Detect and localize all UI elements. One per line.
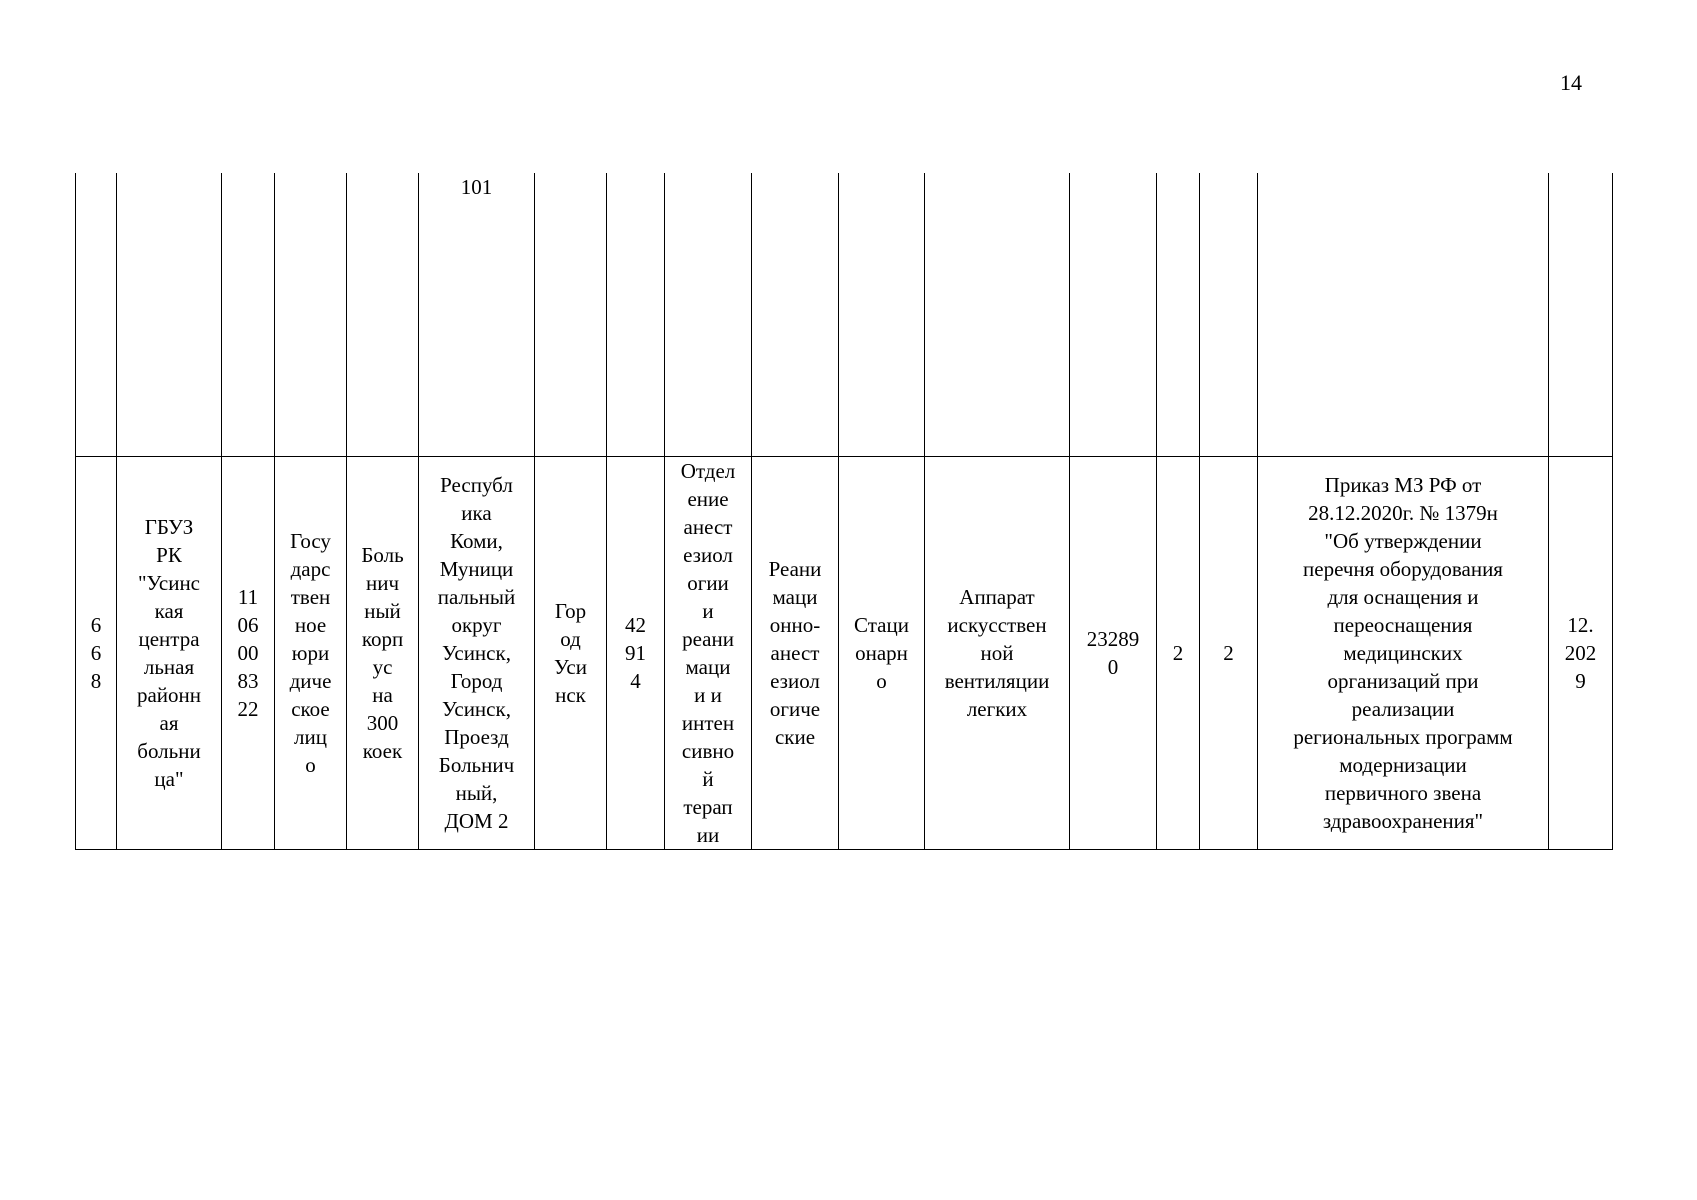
cell-org [117, 457, 222, 850]
cell-inn [222, 173, 275, 457]
cell-profile [752, 457, 839, 850]
postal-code: 42 91 4 [625, 613, 646, 693]
organization-type: Госу дарс твен ное юри диче ское лиц о [289, 529, 332, 777]
cell-postal [607, 457, 665, 850]
cell-date [1549, 173, 1613, 457]
inn-code: 11 06 00 83 22 [237, 585, 259, 721]
cell-building [347, 457, 419, 850]
equipment-name: Аппарат искусствен ной вентиляции легких [944, 585, 1050, 721]
cell-basis [1258, 173, 1549, 457]
department: Отдел ение анест езиол огии и реани маци и и интен сивно й терап ии [680, 459, 736, 847]
address: Республ ика Коми, Муници пальный округ Усинск, Город Усинск, Проезд Больнич ный, ДОМ 2 [437, 473, 516, 833]
organization-name: ГБУЗ РК "Усинс кая центра льная районн ая больни ца" [136, 515, 202, 791]
cell-city [535, 457, 607, 850]
cell-basis [1258, 457, 1549, 850]
page-number: 14 [1560, 70, 1582, 95]
cell-qty2 [1200, 173, 1258, 457]
address-continuation-text: 101 [460, 175, 493, 199]
price: 23289 0 [1086, 627, 1140, 679]
date: 12. 202 9 [1564, 613, 1597, 693]
quantity-2: 2 [1223, 641, 1234, 665]
cell-qty1 [1157, 173, 1200, 457]
city: Гор од Уси нск [554, 599, 587, 707]
building-name: Боль нич ный корп ус на 300 коек [361, 543, 404, 763]
quantity-1: 2 [1172, 641, 1184, 665]
cell-qty2 [1200, 457, 1258, 850]
cell-condition [839, 457, 925, 850]
care-condition: Стаци онарн о [854, 613, 909, 693]
cell-building [347, 173, 419, 457]
cell-price [1070, 457, 1157, 850]
medical-profile: Реани маци онно- анест езиол огиче ские [768, 557, 822, 749]
table-row-continuation [76, 173, 1613, 457]
row-number: 6 6 8 [90, 613, 102, 693]
cell-inn [222, 457, 275, 850]
table-row [76, 457, 1613, 850]
cell-qty1 [1157, 457, 1200, 850]
cell-address [419, 457, 535, 850]
cell-department [665, 173, 752, 457]
cell-condition [839, 173, 925, 457]
cell-org [117, 173, 222, 457]
legal-basis: Приказ МЗ РФ от 28.12.2020г. № 1379н "Об утверждении перечня оборудования для оснащения и переоснащения медицинских организаций при реализации региональных программ модернизации первичного звена здравоохранения" [1293, 473, 1513, 833]
cell-profile [752, 173, 839, 457]
cell-postal [607, 173, 665, 457]
cell-type [275, 457, 347, 850]
cell-department [665, 457, 752, 850]
cell-equipment [925, 457, 1070, 850]
cell-num [76, 457, 117, 850]
cell-date [1549, 457, 1613, 850]
cell-equipment [925, 173, 1070, 457]
cell-address [419, 173, 535, 457]
cell-num [76, 173, 117, 457]
cell-price [1070, 173, 1157, 457]
cell-city [535, 173, 607, 457]
cell-type [275, 173, 347, 457]
equipment-table [75, 173, 1613, 850]
